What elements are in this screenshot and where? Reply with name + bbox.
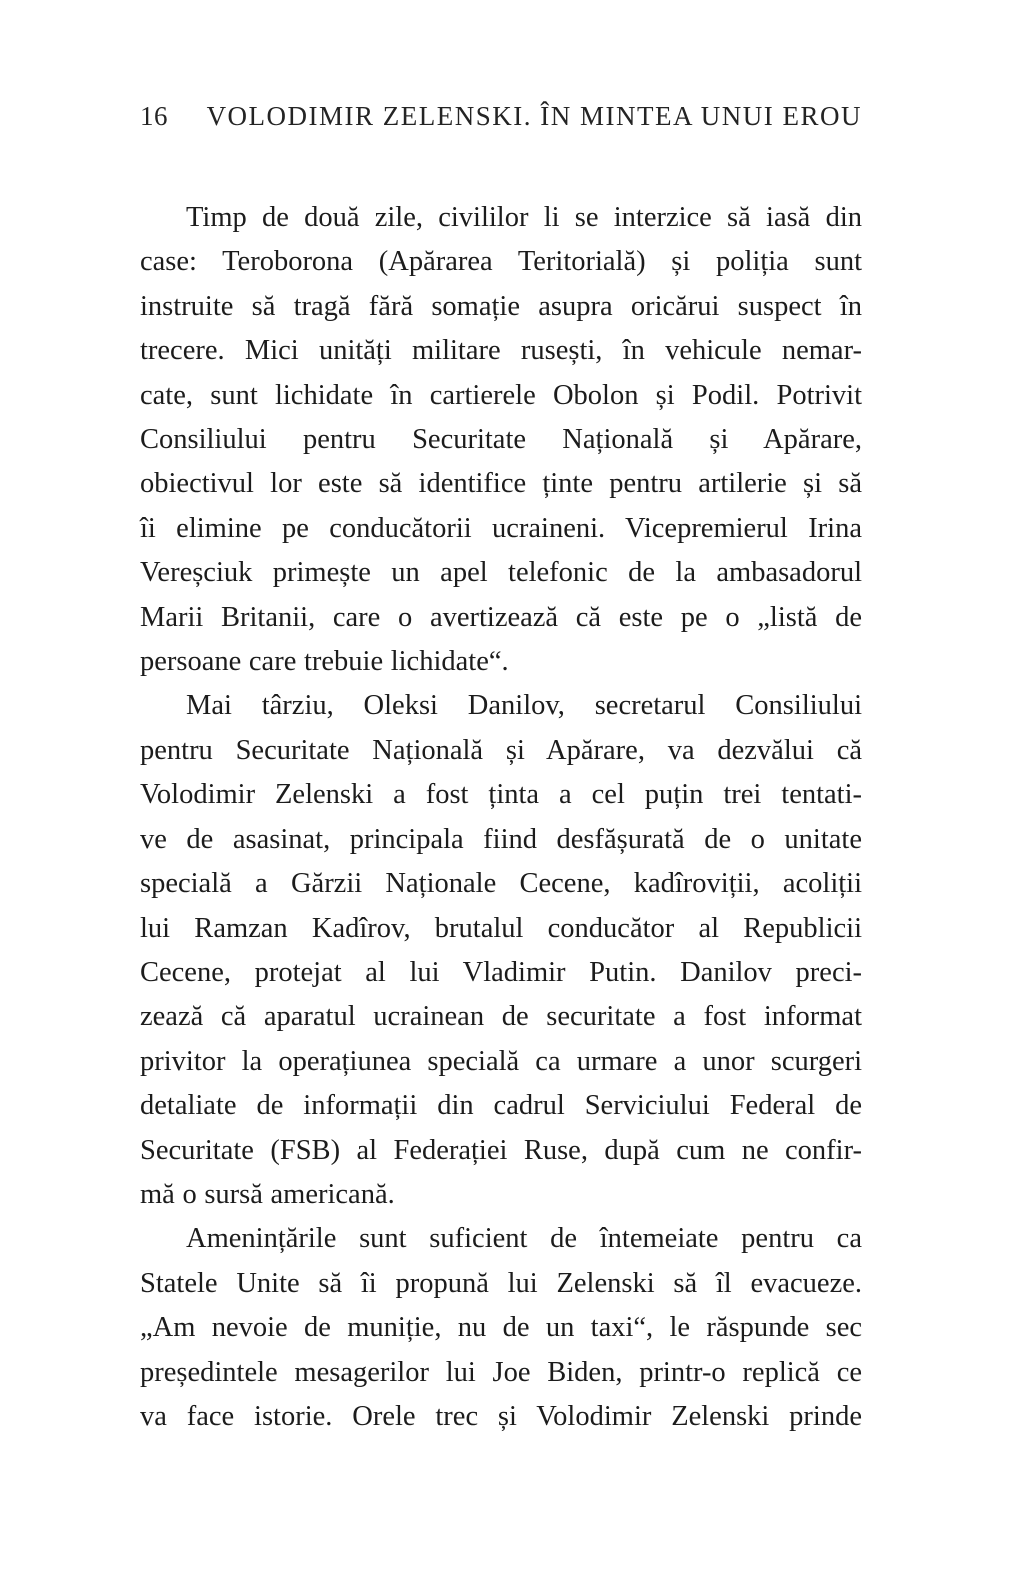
text-line: detaliate de informații din cadrul Serviciului Federal de (140, 1090, 862, 1122)
text-line: zează că aparatul ucrainean de securitate a fost informat (140, 1001, 862, 1033)
running-title: VOLODIMIR ZELENSKI. ÎN MINTEA UNUI EROU (206, 101, 862, 131)
text-line: lui Ramzan Kadîrov, brutalul conducător al Republicii (140, 912, 862, 944)
paragraph-3 (140, 1217, 862, 1439)
text-line: Marii Britanii, care o avertizează că este pe o „listă de (140, 601, 862, 633)
text-line: instruite să tragă fără somație asupra oricărui suspect în (140, 290, 862, 322)
text-line: „Am nevoie de muniție, nu de un taxi“, le răspunde sec (140, 1312, 862, 1344)
page-body (140, 196, 862, 1439)
text-line: Securitate (FSB) al Federației Ruse, după cum ne confir- (140, 1134, 862, 1166)
text-line: Mai târziu, Oleksi Danilov, secretarul Consiliului (186, 690, 862, 722)
text-line: Statele Unite să îi propună lui Zelenski să îl evacueze. (140, 1267, 862, 1299)
text-line: președintele mesagerilor lui Joe Biden, printr-o replică ce (140, 1356, 862, 1388)
page-number: 16 (140, 101, 168, 131)
text-line: ve de asasinat, principala fiind desfășurată de o unitate (140, 823, 862, 855)
paragraph-1 (140, 196, 862, 684)
text-line: specială a Gărzii Naționale Cecene, kadîroviții, acoliții (140, 868, 862, 900)
text-line: trecere. Mici unități militare rusești, în vehicule nemar- (140, 335, 862, 367)
text-line: case: Teroborona (Apărarea Teritorială) și poliția sunt (140, 246, 862, 278)
text-line: Consiliului pentru Securitate Națională și Apărare, (140, 424, 862, 456)
paragraph-2 (140, 684, 862, 1217)
text-line: obiectivul lor este să identifice ținte pentru artilerie și să (140, 468, 862, 500)
text-line: cate, sunt lichidate în cartierele Obolon și Podil. Potrivit (140, 379, 862, 411)
text-line: Cecene, protejat al lui Vladimir Putin. Danilov preci- (140, 956, 862, 988)
text-line: pentru Securitate Națională și Apărare, va dezvălui că (140, 734, 862, 766)
text-line: persoane care trebuie lichidate“. (140, 646, 509, 678)
page-header (140, 100, 862, 132)
text-line: va face istorie. Orele trec și Volodimir Zelenski prinde (140, 1400, 862, 1432)
text-line: privitor la operațiunea specială ca urmare a unor scurgeri (140, 1045, 862, 1077)
text-line: îi elimine pe conducătorii ucraineni. Vicepremierul Irina (140, 512, 862, 544)
text-line: mă o sursă americană. (140, 1178, 395, 1210)
text-line: Vereșciuk primește un apel telefonic de la ambasadorul (140, 557, 862, 589)
text-line: Amenințările sunt suficient de întemeiate pentru ca (186, 1223, 862, 1255)
text-line: Volodimir Zelenski a fost ținta a cel puțin trei tentati- (140, 779, 862, 811)
text-line: Timp de două zile, civililor li se interzice să iasă din (186, 202, 862, 233)
